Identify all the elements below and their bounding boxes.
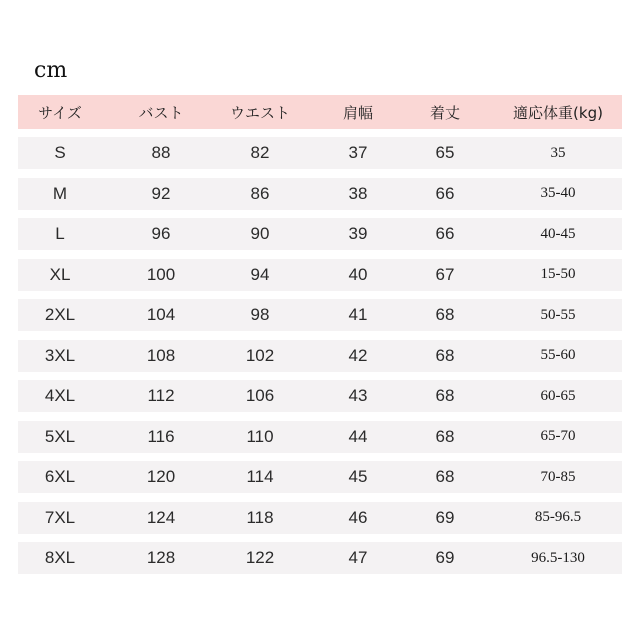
weight-cell: 60-65 xyxy=(540,387,576,404)
size-cell: 6XL xyxy=(44,467,76,486)
weight-cell: 15-50 xyxy=(540,266,576,282)
waist-cell: 114 xyxy=(246,467,274,486)
bust-cell: 88 xyxy=(151,143,171,162)
bust-cell: 128 xyxy=(146,548,176,567)
waist-cell: 86 xyxy=(250,183,270,203)
shoulder-cell: 43 xyxy=(348,386,368,405)
bust-cell: 108 xyxy=(146,345,176,365)
length-cell: 66 xyxy=(435,183,455,203)
table-row xyxy=(18,299,622,331)
shoulder-cell: 46 xyxy=(348,507,368,527)
waist-cell: 82 xyxy=(250,143,270,162)
bust-cell: 92 xyxy=(151,183,171,203)
header-size: サイズ xyxy=(38,103,82,122)
weight-cell: 96.5-130 xyxy=(531,549,585,566)
bust-cell: 124 xyxy=(146,507,176,527)
length-cell: 66 xyxy=(435,224,455,243)
weight-cell: 85-96.5 xyxy=(534,509,582,525)
table-row xyxy=(18,259,622,291)
weight-cell: 35 xyxy=(550,144,566,161)
table-header-row xyxy=(18,95,622,129)
table-row xyxy=(18,461,622,493)
size-cell: S xyxy=(54,143,66,162)
header-weight: 適応体重(kg) xyxy=(513,103,603,122)
shoulder-cell: 47 xyxy=(348,548,368,567)
shoulder-cell: 37 xyxy=(348,143,368,162)
length-cell: 69 xyxy=(435,507,455,527)
weight-cell: 65-70 xyxy=(540,428,576,444)
header-bust: バスト xyxy=(138,103,184,122)
weight-cell: 70-85 xyxy=(540,468,576,485)
weight-cell: 35-40 xyxy=(540,185,576,201)
waist-cell: 102 xyxy=(245,345,275,365)
length-cell: 68 xyxy=(435,305,455,324)
size-cell: 7XL xyxy=(44,507,76,527)
unit-label: cm xyxy=(34,58,68,83)
table-row xyxy=(18,178,622,210)
length-cell: 69 xyxy=(435,548,455,567)
bust-cell: 120 xyxy=(146,467,176,486)
shoulder-cell: 38 xyxy=(348,183,368,203)
size-cell: XL xyxy=(49,264,71,284)
length-cell: 65 xyxy=(435,143,455,162)
bust-cell: 104 xyxy=(146,305,176,324)
weight-cell: 50-55 xyxy=(540,306,576,323)
length-cell: 68 xyxy=(435,386,455,405)
table-row xyxy=(18,542,622,574)
waist-cell: 98 xyxy=(250,305,270,324)
weight-cell: 40-45 xyxy=(540,225,576,242)
header-waist: ウエスト xyxy=(229,103,291,122)
size-cell: 5XL xyxy=(44,426,76,446)
shoulder-cell: 40 xyxy=(348,264,368,284)
length-cell: 68 xyxy=(435,467,455,486)
waist-cell: 90 xyxy=(250,224,270,243)
table-row xyxy=(18,421,622,453)
shoulder-cell: 45 xyxy=(348,467,368,486)
waist-cell: 110 xyxy=(246,426,274,446)
size-table xyxy=(18,95,622,583)
bust-cell: 116 xyxy=(147,426,175,446)
bust-cell: 100 xyxy=(146,264,176,284)
header-shoulder: 肩幅 xyxy=(342,103,374,122)
waist-cell: 106 xyxy=(245,386,275,405)
shoulder-cell: 39 xyxy=(348,224,368,243)
length-cell: 68 xyxy=(435,426,455,446)
size-cell: 8XL xyxy=(44,548,76,567)
header-length: 着丈 xyxy=(429,103,461,122)
table-row xyxy=(18,502,622,534)
size-cell: 2XL xyxy=(44,305,76,324)
table-row xyxy=(18,137,622,169)
table-row xyxy=(18,380,622,412)
weight-cell: 55-60 xyxy=(540,347,576,363)
shoulder-cell: 44 xyxy=(348,426,368,446)
waist-cell: 122 xyxy=(245,548,275,567)
size-cell: 4XL xyxy=(44,386,76,405)
size-cell: L xyxy=(55,224,65,243)
bust-cell: 112 xyxy=(147,386,175,405)
length-cell: 68 xyxy=(435,345,455,365)
shoulder-cell: 41 xyxy=(348,305,368,324)
size-cell: M xyxy=(52,183,68,203)
waist-cell: 118 xyxy=(246,507,274,527)
table-row xyxy=(18,340,622,372)
bust-cell: 96 xyxy=(151,224,171,243)
size-cell: 3XL xyxy=(44,345,76,365)
waist-cell: 94 xyxy=(250,264,270,284)
table-row xyxy=(18,218,622,250)
length-cell: 67 xyxy=(435,264,455,284)
shoulder-cell: 42 xyxy=(348,345,368,365)
